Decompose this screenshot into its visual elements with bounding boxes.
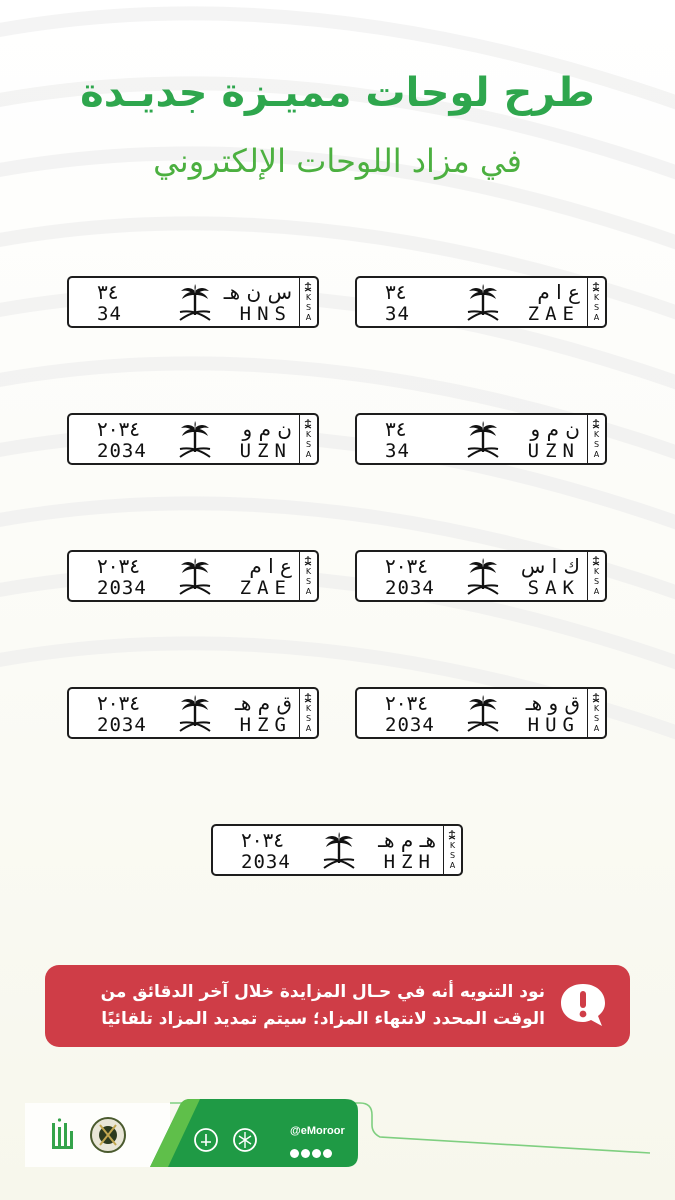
plate-ksa-label: K S A bbox=[305, 567, 312, 596]
plate-arabic-letters: ق م هـ bbox=[234, 691, 292, 715]
page-title: طرح لوحات مميـزة جديـدة bbox=[80, 70, 595, 116]
youtube-icon bbox=[312, 1149, 321, 1158]
plate-side-strip bbox=[443, 826, 461, 874]
plate-latin-numbers: 2034 bbox=[97, 577, 147, 599]
saudi-emblem-icon bbox=[591, 418, 601, 430]
plate-arabic-numbers: ٢٠٣٤ bbox=[97, 691, 140, 715]
plate-arabic-numbers: ٢٠٣٤ bbox=[385, 554, 428, 578]
plate-latin-numbers: 2034 bbox=[385, 714, 435, 736]
plate-side-strip bbox=[587, 552, 605, 600]
plate-latin-letters: ZAE bbox=[239, 577, 292, 599]
plate-arabic-letters: ك ا س bbox=[520, 554, 580, 578]
plate-latin-letters: UZN bbox=[239, 440, 292, 462]
plate-ksa-label: K S A bbox=[305, 430, 312, 459]
plate-latin-numbers: 34 bbox=[385, 440, 410, 462]
license-plate bbox=[355, 687, 607, 739]
exclamation-speech-icon bbox=[558, 981, 608, 1029]
instagram-icon bbox=[301, 1149, 310, 1158]
license-plate bbox=[211, 824, 463, 876]
traffic-emblem bbox=[88, 1115, 128, 1155]
plate-arabic-numbers: ٣٤ bbox=[385, 280, 407, 304]
saudi-emblem-icon bbox=[303, 555, 313, 567]
plate-latin-numbers: 2034 bbox=[97, 440, 147, 462]
twitter-icon bbox=[290, 1149, 299, 1158]
plate-side-strip bbox=[299, 415, 317, 463]
page-subtitle: في مزاد اللوحات الإلكتروني bbox=[153, 142, 522, 180]
plate-arabic-letters: ق و هـ bbox=[525, 691, 580, 715]
ministry-emblem bbox=[193, 1127, 219, 1153]
plate-latin-letters: HZG bbox=[239, 714, 292, 736]
plate-latin-numbers: 2034 bbox=[241, 851, 291, 873]
saudi-emblem-icon bbox=[591, 281, 601, 293]
plate-arabic-letters: هـ م هـ bbox=[378, 828, 436, 852]
plate-side-strip bbox=[587, 278, 605, 326]
saudi-emblem-icon bbox=[303, 692, 313, 704]
plate-arabic-numbers: ٢٠٣٤ bbox=[97, 554, 140, 578]
plate-arabic-letters: س ن هـ bbox=[223, 280, 292, 304]
plate-latin-letters: SAK bbox=[527, 577, 580, 599]
license-plate bbox=[67, 550, 319, 602]
snapchat-icon bbox=[323, 1149, 332, 1158]
social-icons bbox=[290, 1143, 334, 1162]
saudi-emblem-icon bbox=[303, 418, 313, 430]
plate-latin-letters: UZN bbox=[527, 440, 580, 462]
plate-side-strip bbox=[299, 689, 317, 737]
plate-arabic-numbers: ٢٠٣٤ bbox=[241, 828, 284, 852]
plate-latin-numbers: 34 bbox=[385, 303, 410, 325]
saudi-emblem-icon bbox=[591, 555, 601, 567]
notice-text: نود التنويه أنه في حـال المزايدة خلال آخر الدقائق من الوقت المحدد لانتهاء المزاد؛ سيتم تمديد المزاد تلقائيًا bbox=[100, 982, 545, 1029]
plate-latin-letters: HZH bbox=[383, 851, 436, 873]
notice-banner bbox=[45, 965, 630, 1047]
saudi-emblem-icon bbox=[447, 829, 457, 841]
plate-arabic-letters: ع ا م bbox=[249, 554, 292, 578]
plate-latin-numbers: 2034 bbox=[97, 714, 147, 736]
plate-ksa-label: K S A bbox=[593, 430, 600, 459]
plate-ksa-label: K S A bbox=[305, 293, 312, 322]
plate-ksa-label: K S A bbox=[593, 293, 600, 322]
plate-ksa-label: K S A bbox=[593, 704, 600, 733]
directorate-emblem bbox=[232, 1127, 258, 1153]
plate-arabic-numbers: ٣٤ bbox=[385, 417, 407, 441]
plate-side-strip bbox=[299, 552, 317, 600]
license-plate bbox=[355, 413, 607, 465]
license-plate bbox=[67, 413, 319, 465]
license-plate bbox=[355, 276, 607, 328]
plate-arabic-letters: ع ا م bbox=[537, 280, 580, 304]
plate-latin-letters: HUG bbox=[527, 714, 580, 736]
license-plate bbox=[67, 687, 319, 739]
plate-ksa-label: K S A bbox=[593, 567, 600, 596]
plate-side-strip bbox=[299, 278, 317, 326]
plate-latin-letters: HNS bbox=[239, 303, 292, 325]
plate-arabic-numbers: ٢٠٣٤ bbox=[385, 691, 428, 715]
absher-logo bbox=[48, 1117, 78, 1155]
plate-arabic-numbers: ٣٤ bbox=[97, 280, 119, 304]
license-plate bbox=[67, 276, 319, 328]
saudi-emblem-icon bbox=[591, 692, 601, 704]
plate-arabic-letters: ن م و bbox=[530, 417, 580, 441]
plate-side-strip bbox=[587, 689, 605, 737]
plate-arabic-letters: ن م و bbox=[242, 417, 292, 441]
plate-latin-letters: ZAE bbox=[527, 303, 580, 325]
plate-side-strip bbox=[587, 415, 605, 463]
saudi-emblem-icon bbox=[303, 281, 313, 293]
plate-latin-numbers: 34 bbox=[97, 303, 122, 325]
social-handle: @eMoroor bbox=[290, 1125, 345, 1137]
license-plate bbox=[355, 550, 607, 602]
plate-ksa-label: K S A bbox=[305, 704, 312, 733]
plate-latin-numbers: 2034 bbox=[385, 577, 435, 599]
plate-ksa-label: K S A bbox=[449, 841, 456, 870]
plate-arabic-numbers: ٢٠٣٤ bbox=[97, 417, 140, 441]
